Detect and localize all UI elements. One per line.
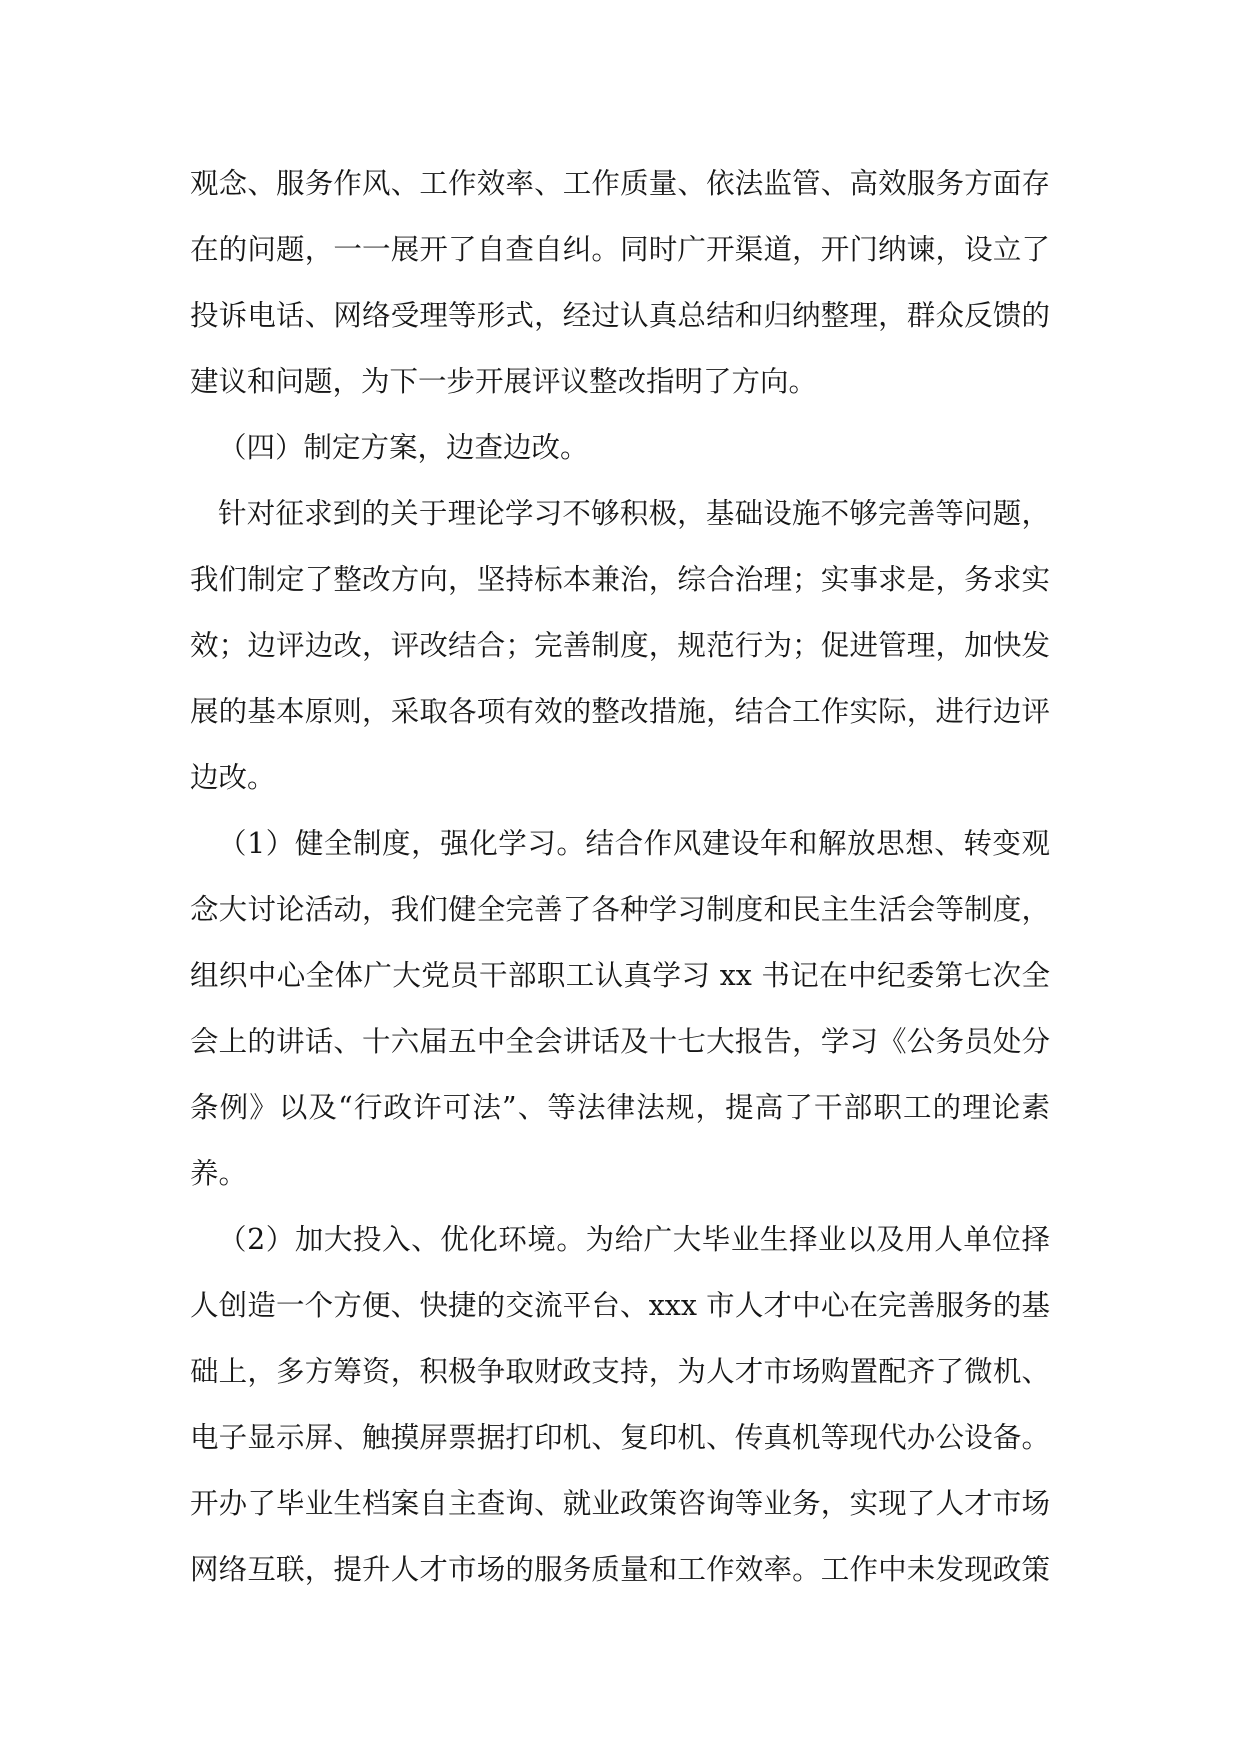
- body-text-line: 会上的讲话、十六届五中全会讲话及十七大报告，学习《公务员处分: [190, 1025, 1050, 1058]
- body-text-line: 础上，多方筹资，积极争取财政支持，为人才市场购置配齐了微机、: [190, 1355, 1050, 1388]
- body-text-line: （1）健全制度，强化学习。结合作风建设年和解放思想、转变观: [218, 827, 1050, 860]
- body-text-line: 在的问题，一一展开了自查自纠。同时广开渠道，开门纳谏，设立了: [190, 233, 1050, 266]
- body-text-line: 念大讨论活动，我们健全完善了各种学习制度和民主生活会等制度，: [190, 893, 1050, 926]
- body-text-line: （2）加大投入、优化环境。为给广大毕业生择业以及用人单位择: [218, 1223, 1050, 1256]
- section-heading: （四）制定方案，边查边改。: [218, 431, 589, 464]
- body-text-line: 观念、服务作风、工作效率、工作质量、依法监管、高效服务方面存: [190, 167, 1050, 200]
- body-text-line: 效；边评边改，评改结合；完善制度，规范行为；促进管理，加快发: [190, 629, 1050, 662]
- body-text-line: 针对征求到的关于理论学习不够积极，基础设施不够完善等问题，: [218, 497, 1050, 530]
- body-text-line: 我们制定了整改方向，坚持标本兼治，综合治理；实事求是，务求实: [190, 563, 1050, 596]
- body-text-line: 开办了毕业生档案自主查询、就业政策咨询等业务，实现了人才市场: [190, 1487, 1050, 1520]
- body-text-line: 组织中心全体广大党员干部职工认真学习 xx 书记在中纪委第七次全: [190, 959, 1050, 992]
- body-text-line: 条例》以及“行政许可法”、等法律法规，提高了干部职工的理论素: [190, 1091, 1050, 1124]
- body-text-line: 人创造一个方便、快捷的交流平台、xxx 市人才中心在完善服务的基: [190, 1289, 1050, 1322]
- body-text-line: 网络互联，提升人才市场的服务质量和工作效率。工作中未发现政策: [190, 1553, 1050, 1586]
- body-text-line: 建议和问题，为下一步开展评议整改指明了方向。: [190, 365, 818, 398]
- body-text-line: 电子显示屏、触摸屏票据打印机、复印机、传真机等现代办公设备。: [190, 1421, 1050, 1454]
- body-text-line: 养。: [190, 1157, 248, 1190]
- body-text-line: 投诉电话、网络受理等形式，经过认真总结和归纳整理，群众反馈的: [190, 299, 1050, 332]
- body-text-line: 展的基本原则，采取各项有效的整改措施，结合工作实际，进行边评: [190, 695, 1050, 728]
- body-text-line: 边改。: [190, 761, 276, 794]
